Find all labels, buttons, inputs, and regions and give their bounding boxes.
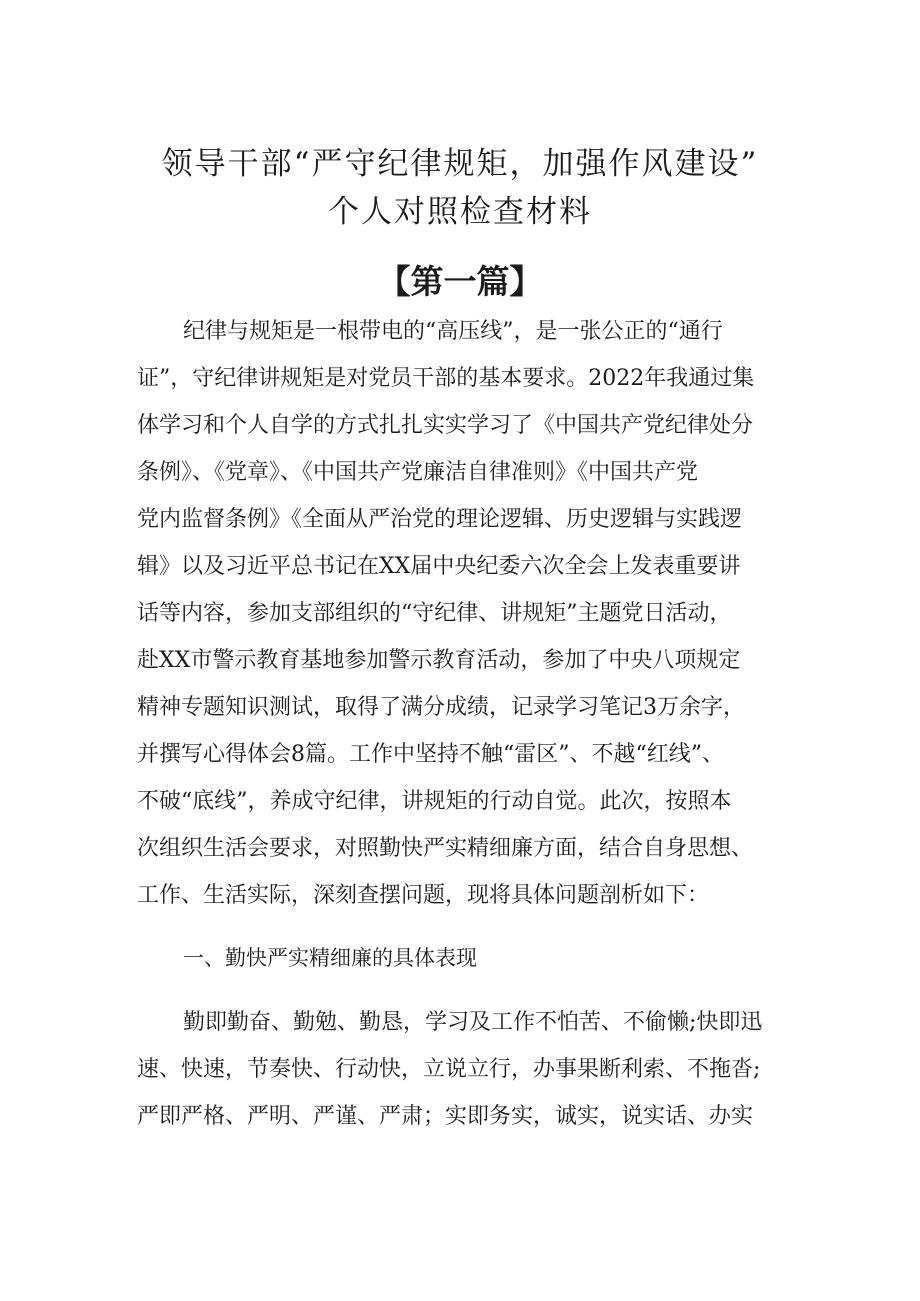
paragraph-line: 并撰写心得体会8篇。工作中坚持不触“雷区”、不越“红线”、 bbox=[137, 742, 724, 767]
paragraph-line: 体学习和个人自学的方式扎扎实实学习了《中国共产党纪律处分 bbox=[137, 413, 754, 438]
paragraph-line: 工作、生活实际，深刻查摆问题，现将具体问题剖析如下： bbox=[137, 883, 710, 908]
paragraph-line: 严即严格、严明、严谨、严肃；实即务实，诚实，说实话、办实 bbox=[137, 1104, 754, 1129]
paragraph-line: 次组织生活会要求，对照勤快严实精细廉方面，结合自身思想、 bbox=[137, 836, 754, 861]
paragraph-line: 证”，守纪律讲规矩是对党员干部的基本要求。2022年我通过集 bbox=[137, 366, 755, 391]
paragraph-line: 纪律与规矩是一根带电的“高压线”，是一张公正的“通行 bbox=[183, 319, 723, 344]
subheading-text: 一、勤快严实精细廉的具体表现 bbox=[183, 946, 477, 970]
paragraph-line: 不破“底线”，养成守纪律，讲规矩的行动自觉。此次，按照本 bbox=[137, 789, 732, 814]
paragraph-line: 精神专题知识测试，取得了满分成绩，记录学习笔记3万余字， bbox=[137, 695, 745, 720]
paragraph-line: 赴XX市警示教育基地参加警示教育活动，参加了中央八项规定 bbox=[137, 648, 741, 673]
document-title-line-1: 领导干部“严守纪律规矩，加强作风建设” bbox=[161, 146, 759, 182]
paragraph-line: 速、快速，节奏快、行动快，立说立行，办事果断利索、不拖沓; bbox=[137, 1057, 761, 1082]
paragraph-line: 条例》、《党章》、《中国共产党廉洁自律准则》《中国共产党 bbox=[137, 460, 699, 485]
paragraph-line: 党内监督条例》《全面从严治党的理论逻辑、历史逻辑与实践逻 bbox=[137, 507, 743, 532]
section-heading: 【第一篇】 bbox=[377, 262, 543, 301]
document-title-line-2: 个人对照检查材料 bbox=[328, 194, 592, 230]
paragraph-line: 勤即勤奋、勤勉、勤恳，学习及工作不怕苦、不偷懒;快即迅 bbox=[183, 1010, 763, 1035]
paragraph-line: 辑》以及习近平总书记在XX届中央纪委六次全会上发表重要讲 bbox=[137, 554, 741, 579]
paragraph-line: 话等内容，参加支部组织的“守纪律、讲规矩”主题党日活动， bbox=[137, 601, 732, 626]
